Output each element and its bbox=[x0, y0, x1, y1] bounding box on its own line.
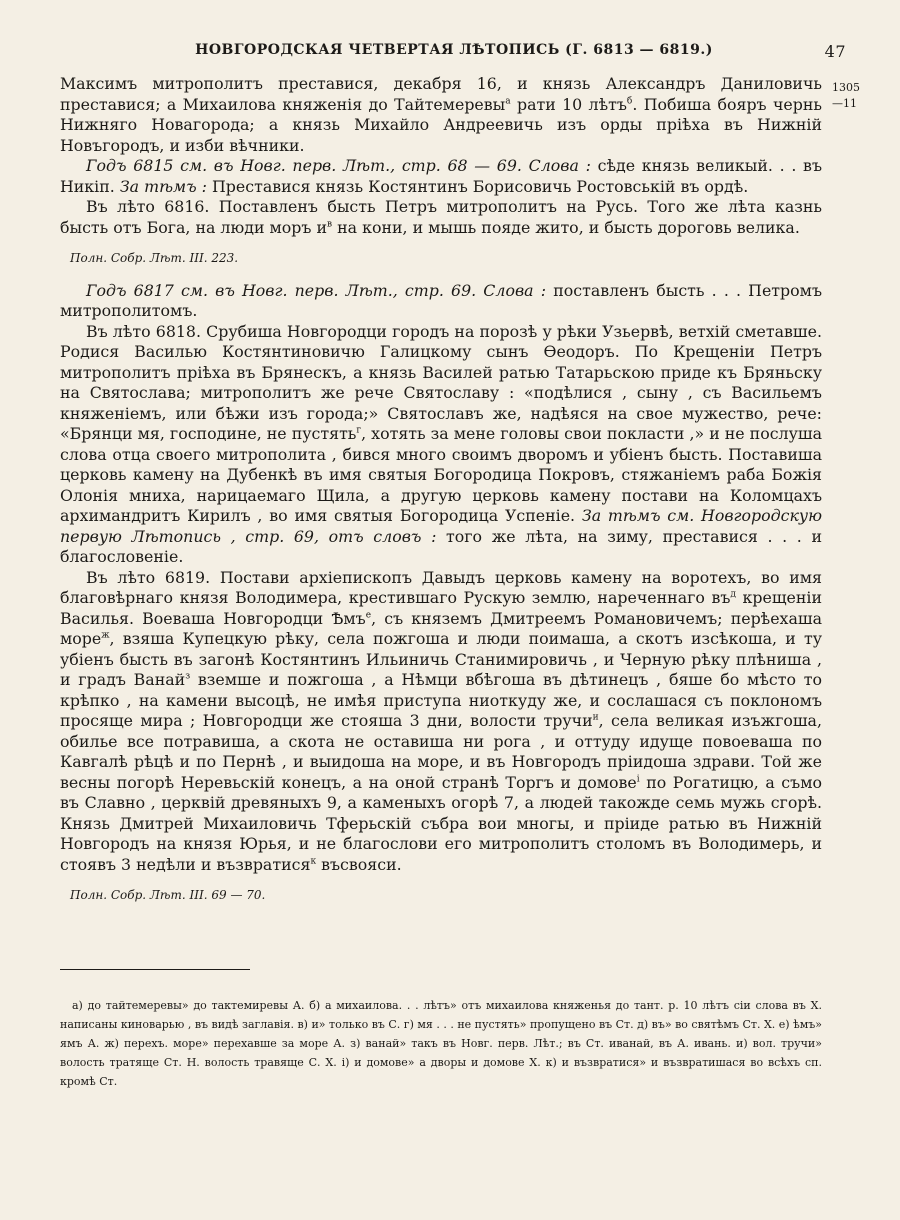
footnotes bbox=[60, 996, 822, 1091]
paragraph-4: Годъ 6817 см. въ Новг. перв. Лѣт., стр. 69. Слова : поставленъ бысть . . . Петромъ митрополитомъ. bbox=[60, 280, 823, 320]
margin-year-note bbox=[832, 80, 860, 112]
page-number: 47 bbox=[824, 42, 846, 61]
page-header bbox=[60, 42, 848, 68]
paragraph-2: Годъ 6815 см. въ Новг. перв. Лѣт., стр. 68 — 69. Слова : сѣде князь великый. . . въ Никіп. За тѣмъ : Преставися князь Костянтинъ Борисовичь Ростовській въ ордѣ. bbox=[60, 156, 822, 196]
main-text bbox=[60, 74, 822, 918]
paragraph-5: Въ лѣто 6818. Срубиша Новгородци городъ на порозѣ у рѣки Узьервѣ, ветхій сметавше. Родися Василью Костянтиновичю Галицкому сынъ Ѳеодоръ. По Крещеніи Петръ митрополитъ пріѣха въ Брянескъ, а князь Василей ратью Татарьскою приде къ Бряньску на Святослава; митрополитъ же рече Святославу : «подѣлися , сыну , съ Васильемъ княженіемъ, или бѣжи изъ города;» Святославъ же, надѣяся на свое мужество, рече: «Брянци мя, господине, не пустять$^г$, хотять за мене головы свои покласти ,» и не послуша слова отца своего митрополита , бився много своимъ дворомъ и убіенъ бысть. Поставиша церковь камену на Дубенкѣ въ имя святыя Богородица Покровъ, стяжаніемъ раба Божія Олонія мниха, нарицаемаго Щила, а другую церковь камену постави на Коломцахъ архимандритъ Кирилъ , во имя святыя Богородица Успеніе. За тѣмъ см. Новгородскую первую Лѣтопись , стр. 69, отъ словъ : того же лѣта, на зиму, преставися . . . и благословеніе. bbox=[60, 321, 822, 566]
source-reference-1: Полн. Собр. Лѣт. III. 223. bbox=[70, 251, 239, 265]
footnote-divider bbox=[60, 969, 250, 970]
paragraph-3: Въ лѣто 6816. Поставленъ бысть Петръ митрополитъ на Русь. Того же лѣта казнь бысть отъ Бога, на люди моръ $и^в$ на кони, и мышь пояде жито, и бысть дороговь велика. bbox=[60, 197, 822, 237]
margin-year-bottom: —11 bbox=[832, 97, 857, 110]
paragraph-6: Въ лѣто 6819. Постави архіепископъ Давыдъ церковь камену на воротехъ, во имя благовѣрнаго князя Володимера, крестившаго Рускую землю, нареченнаго $въ^д$ крещеніи Василья. Воеваша Новгородци Ѣмъ$^е$, съ княземъ Дмитреемъ Романовичемъ; перѣехаша море$^ж$, взяша Купецкую рѣку, села пожгоша и люди поимаша, а скотъ изсѣкоша, и ту убіенъ бысть въ загонѣ Костянтинъ Ильиничь Станимировичь , и Черную рѣку плѣниша , и градъ Ванай$^з$ вземше и пожгоша , а Нѣмци вбѣгоша въ дѣтинецъ , бяше бо мѣсто то крѣпко , на камени высоцѣ, не имѣя приступа ниоткуду же, и сослашася съ поклономъ просяще мира ; Новгородци же стояша 3 дни, волости тручи$^и$, села великая изъжгоша, обилье все потравиша, а скота не оставиша ни рога , и оттуду идуще повоеваша по Кавгалѣ рѣцѣ и по Пернѣ , и выидоша на море, и въ Новгородъ пріидоша здрави. Той же весны погорѣ Неревьскій конецъ, а на оной странѣ Торгъ и домове$^і$ по Рогатицю, а съмо въ Славно , церквій древяныхъ 9, а каменыхъ огорѣ 7, а людей такожде семь мужь сгорѣ. Князь Дмитрей Михаиловичь Тферьскій събра вои многы, и пріиде ратью въ Нижній Новгородъ на князя Юрья, и не благослови его митрополитъ столомъ въ Володимерь, и стоявъ 3 недѣли и възвратися$^к$ въсвояси. bbox=[60, 567, 822, 874]
source-reference-2: Полн. Собр. Лѣт. III. 69 — 70. bbox=[70, 888, 266, 902]
running-title: НОВГОРОДСКАЯ ЧЕТВЕРТАЯ ЛѢТОПИСЬ (Г. 6813 — 6819.) bbox=[195, 42, 713, 58]
paragraph-1: Максимъ митрополитъ преставися, декабря 16, и князь Александръ Даниловичь преставися; а Михаилова княженія до Тайтемеревы$^а$ рати 10 лѣтъ$^б$. Побиша бояръ чернь Нижняго Новагорода; а князь Михайло Андреевичь изъ орды пріѣха въ Нижній Новъгородъ, и изби вѣчники. bbox=[60, 74, 822, 155]
margin-year-top: 1305 bbox=[832, 81, 860, 94]
footnote-text: а) до тайтемеревы» до тактемиревы А. б) а михаилова. . . лѣтъ» отъ михаилова княженья до тант. р. 10 лѣтъ сіи слова въ Х. написаны киноварью , въ видѣ заглавія. в) и» только въ С. г) мя . . . не пустять» пропущено въ Ст. д) въ» во святѣмъ Ст. Х. е) ѣмъ» ямъ А. ж) перехъ. море» перехавше за море А. з) ванай» такъ въ Новг. перв. Лѣт.; въ Ст. иванай, въ А. ивань. и) вол. тручи» волость тратяще Ст. Н. волость травяще С. Х. і) и домове» а дворы и домове Х. к) и възвратися» и възвратишася во всѣхъ сп. кромѣ Ст. bbox=[60, 999, 823, 1088]
